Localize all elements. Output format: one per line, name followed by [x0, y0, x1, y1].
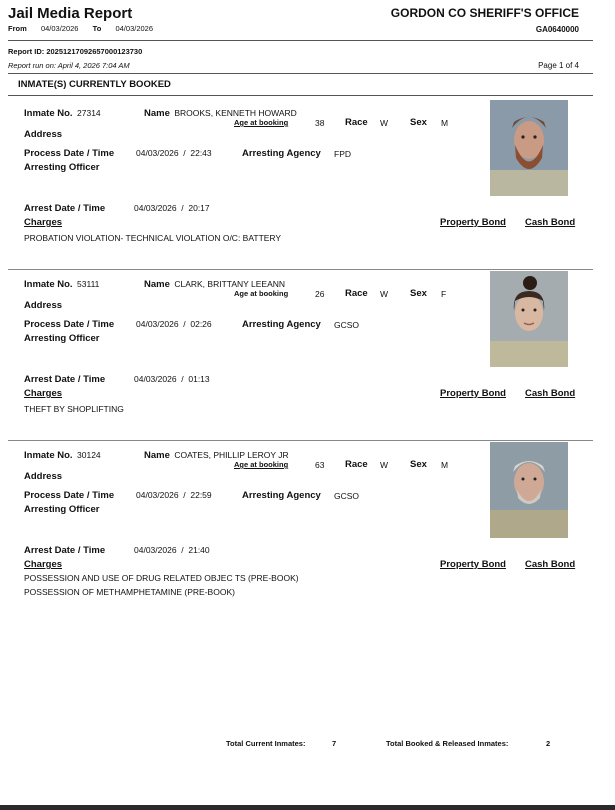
inmate-no-field	[24, 274, 99, 292]
report-title: Jail Media Report	[8, 5, 133, 22]
name-value: COATES, PHILLIP LEROY JR	[174, 450, 289, 460]
cash-bond-label: Cash Bond	[525, 559, 576, 570]
mugshot-photo	[490, 271, 568, 367]
race-label: Race	[345, 459, 368, 470]
age-value: 38	[315, 118, 325, 128]
property-bond-label: Property Bond	[440, 388, 506, 399]
process-label: Process Date / Time	[24, 490, 115, 501]
sex-value: M	[441, 460, 449, 470]
race-value: W	[380, 460, 389, 470]
to-date: 04/03/2026	[115, 24, 154, 33]
inmate-no-field	[24, 445, 101, 463]
inmate-no-label: Inmate No.	[24, 279, 73, 290]
arrest-label: Arrest Date / Time	[24, 545, 106, 556]
arrest-datetime: 04/03/2026 / 21:40	[134, 545, 210, 555]
arresting-officer-label: Arresting Officer	[24, 504, 100, 515]
sex-value: F	[441, 289, 447, 299]
process-datetime: 04/03/2026 / 22:43	[136, 148, 212, 158]
date-range	[8, 24, 153, 33]
inmate-record	[0, 100, 615, 270]
arresting-agency-label: Arresting Agency	[242, 148, 321, 159]
property-bond-label: Property Bond	[440, 559, 506, 570]
race-label: Race	[345, 117, 368, 128]
total-current-label: Total Current Inmates:	[226, 739, 306, 748]
charges-label: Charges	[24, 388, 63, 399]
section-divider-bottom	[8, 95, 593, 96]
arresting-officer-label: Arresting Officer	[24, 162, 100, 173]
cash-bond-label: Cash Bond	[525, 388, 576, 399]
arresting-agency-label: Arresting Agency	[242, 490, 321, 501]
report-run-on: Report run on: April 4, 2026 7:04 AM	[8, 61, 130, 70]
sex-label: Sex	[410, 288, 427, 299]
bottom-edge-bar	[0, 805, 615, 810]
header-divider	[8, 40, 593, 41]
total-current-value: 7	[332, 739, 337, 748]
arrest-label: Arrest Date / Time	[24, 374, 106, 385]
age-label: Age at booking	[234, 289, 289, 298]
page-number: Page 1 of 4	[538, 61, 579, 70]
process-date: 04/03/2026	[136, 148, 179, 158]
name-value: BROOKS, KENNETH HOWARD	[174, 108, 297, 118]
arresting-agency-value: GCSO	[334, 491, 360, 501]
arrest-date: 04/03/2026	[134, 203, 177, 213]
arrest-date: 04/03/2026	[134, 374, 177, 384]
race-value: W	[380, 118, 389, 128]
to-label: To	[92, 24, 102, 33]
from-label: From	[8, 24, 27, 33]
inmate-record	[0, 271, 615, 441]
inmate-no-value: 30124	[77, 450, 101, 460]
record-divider	[8, 269, 593, 270]
charge-line: POSSESSION AND USE OF DRUG RELATED OBJEC TS (PRE-BOOK)	[24, 573, 299, 583]
total-released-label: Total Booked & Released Inmates:	[386, 739, 509, 748]
process-datetime: 04/03/2026 / 02:26	[136, 319, 212, 329]
section-divider-top	[8, 73, 593, 74]
mugshot-image	[490, 442, 568, 538]
name-label: Name	[144, 279, 170, 290]
process-label: Process Date / Time	[24, 319, 115, 330]
process-label: Process Date / Time	[24, 148, 115, 159]
record-divider	[8, 440, 593, 441]
report-id: Report ID: 20251217092657000123730	[8, 47, 143, 56]
agency-code: GA0640000	[535, 25, 579, 34]
age-label: Age at booking	[234, 118, 289, 127]
charges-label: Charges	[24, 559, 63, 570]
arrest-time: 20:17	[188, 203, 210, 213]
charge-line: POSSESSION OF METHAMPHETAMINE (PRE-BOOK)	[24, 587, 235, 597]
charge-line: THEFT BY SHOPLIFTING	[24, 404, 124, 414]
race-label: Race	[345, 288, 368, 299]
mugshot-image	[490, 100, 568, 196]
office-name: GORDON CO SHERIFF'S OFFICE	[390, 6, 579, 20]
address-label: Address	[24, 129, 63, 140]
race-value: W	[380, 289, 389, 299]
sex-value: M	[441, 118, 449, 128]
total-released-value: 2	[546, 739, 551, 748]
age-label: Age at booking	[234, 460, 289, 469]
mugshot-photo	[490, 100, 568, 196]
section-title: INMATE(S) CURRENTLY BOOKED	[18, 79, 171, 90]
arresting-agency-value: GCSO	[334, 320, 360, 330]
arrest-datetime: 04/03/2026 / 20:17	[134, 203, 210, 213]
arrest-time: 21:40	[188, 545, 210, 555]
cash-bond-label: Cash Bond	[525, 217, 576, 228]
process-time: 22:43	[190, 148, 212, 158]
property-bond-label: Property Bond	[440, 217, 506, 228]
arrest-datetime: 04/03/2026 / 01:13	[134, 374, 210, 384]
sex-label: Sex	[410, 459, 427, 470]
arrest-label: Arrest Date / Time	[24, 203, 106, 214]
arresting-agency-value: FPD	[334, 149, 351, 159]
process-datetime: 04/03/2026 / 22:59	[136, 490, 212, 500]
process-time: 22:59	[190, 490, 212, 500]
arrest-date: 04/03/2026	[134, 545, 177, 555]
process-time: 02:26	[190, 319, 212, 329]
arresting-officer-label: Arresting Officer	[24, 333, 100, 344]
charges-label: Charges	[24, 217, 63, 228]
address-label: Address	[24, 471, 63, 482]
inmate-no-value: 53111	[77, 279, 100, 289]
name-label: Name	[144, 108, 170, 119]
mugshot-image	[490, 271, 568, 367]
name-value: CLARK, BRITTANY LEEANN	[174, 279, 286, 289]
charge-line: PROBATION VIOLATION- TECHNICAL VIOLATION O/C: BATTERY	[24, 233, 282, 243]
age-value: 63	[315, 460, 325, 470]
sex-label: Sex	[410, 117, 427, 128]
process-date: 04/03/2026	[136, 490, 179, 500]
inmate-no-field	[24, 103, 101, 121]
name-label: Name	[144, 450, 170, 461]
arresting-agency-label: Arresting Agency	[242, 319, 321, 330]
process-date: 04/03/2026	[136, 319, 179, 329]
inmate-no-label: Inmate No.	[24, 108, 73, 119]
inmate-record	[0, 442, 615, 612]
mugshot-photo	[490, 442, 568, 538]
inmate-no-value: 27314	[77, 108, 101, 118]
arrest-time: 01:13	[188, 374, 210, 384]
inmate-no-label: Inmate No.	[24, 450, 73, 461]
from-date: 04/03/2026	[40, 24, 79, 33]
age-value: 26	[315, 289, 325, 299]
address-label: Address	[24, 300, 63, 311]
